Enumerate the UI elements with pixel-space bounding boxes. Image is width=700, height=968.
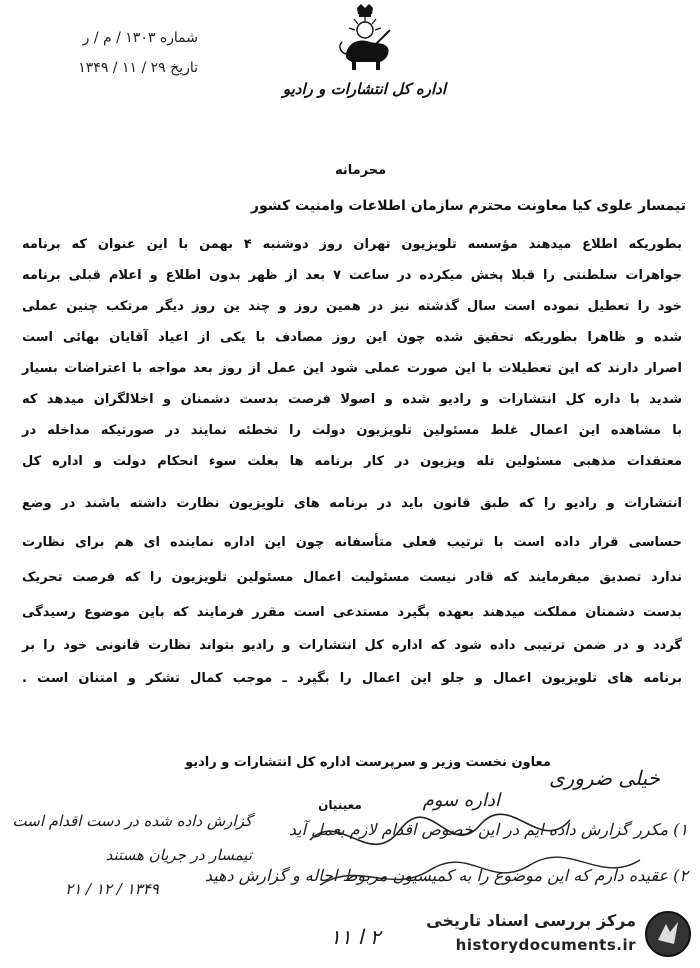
handwritten-instruction-1: ۱) مکرر گزارش داده ایم در این خصوص اقدام لازم بعمل آید — [288, 820, 688, 839]
handwritten-left-note-1: گزارش داده شده در دست اقدام است — [12, 812, 252, 830]
signer-title: معاون نخست وزیر و سرپرست اداره کل انتشارات و رادیو — [185, 755, 551, 770]
lion-and-sun-emblem-icon — [330, 2, 400, 74]
handwritten-left-date: ۲۱ / ۱۲ / ۱۳۴۹ — [65, 880, 159, 898]
handwritten-instruction-2: ۲) عقیده دارم که این موضوع را به کمیسیون مربوط احاله و گزارش دهید — [204, 866, 688, 885]
handwritten-department-note: اداره سوم — [422, 790, 500, 811]
signer-name: معینیان — [318, 798, 362, 812]
history-documents-logo-icon — [644, 910, 692, 958]
body-line: معتقدات مذهبی مسئولین تله ویزیون در کار برنامه ها بعلت سوء انحکام دولت و اداره کل — [22, 454, 682, 469]
body-line: خود را تعطیل نموده است سال گذشته نیز در همین روز و چند ین روز دیگر مرتکب چنین عملی — [22, 299, 682, 314]
body-line: گردد و در ضمن ترتیبی داده شود که اداره کل انتشارات و رادیو بتواند نظارت قانونی خود را بر — [22, 638, 682, 653]
body-line: جواهرات سلطنتی را قبلا پخش میکرده در ساعت ۷ بعد از ظهر بدون اطلاع و اعلام قبلی برنامه — [22, 268, 683, 283]
handwritten-urgent-note: خیلی ضروری — [548, 766, 660, 790]
archive-site-title: مرکز بررسی اسناد تاریخی — [426, 911, 636, 930]
body-line: انتشارات و رادیو را که طبق قانون باید در برنامه های تلویزیون نظارت داشته باشند در وضع — [22, 496, 682, 511]
body-line: با مشاهده این اعمال غلط مسئولین تلویزیون دولت را تخطئه نمایند در صورتیکه مداخله در — [22, 423, 682, 438]
body-line: اصرار دارند که این تعطیلات با این صورت عملی شود این عمل از روز بعد مواجه با اعتراضات بسیار — [22, 361, 682, 376]
body-line: برنامه های تلویزیون اعمال و جلو این اعمال را بگیرد ـ موجب کمال تشکر و امتنان است . — [22, 671, 682, 686]
date-label: تاریخ — [170, 60, 198, 76]
body-line: حساسی قرار داده است با ترتیب فعلی متأسفانه چون این اداره نماینده ای هم برای نظارت — [22, 535, 682, 550]
document-date — [18, 60, 198, 76]
office-title: اداره کل انتشارات و رادیو — [282, 80, 446, 98]
signature-scribble — [300, 800, 660, 900]
addressee-line: تیمسار علوی کیا معاونت محترم سازمان اطلاعات وامنیت کشور — [250, 198, 686, 214]
archive-site-url: historydocuments.ir — [455, 936, 636, 954]
body-line: بطوریکه اطلاع میدهند مؤسسه تلویزیون تهران روز دوشنبه ۴ بهمن با این عنوان که برنامه — [22, 237, 682, 252]
classification-label: محرمانه — [335, 163, 387, 178]
body-line: بدست دشمنان مملکت میدهند بعهده بگیرد مستدعی است مقرر فرمایند که باین موضوع رسیدگی — [22, 605, 682, 620]
date-value: ۲۹ / ۱۱ / ۱۳۴۹ — [78, 60, 166, 76]
body-line: ندارد تصدیق میفرمایند که قادر نیست مسئولیت اعمال مسئولین تلویزیون را که فرصت تحریک — [22, 570, 682, 585]
body-line: شدید با داره کل انتشارات و رادیو شده و اصولا فرصت بدست دشمنان و اخلالگران میدهد که — [22, 392, 682, 407]
body-line: شده و ظاهرا بطوریکه تحقیق شده چون این روز مصادف با یکی از اعیاد آقایان بهائی است — [22, 330, 682, 345]
handwritten-bottom-number: ۲ ا ۱۱ — [330, 925, 381, 949]
number-label: شماره — [159, 30, 198, 46]
document-number — [18, 30, 198, 46]
number-value: ۱۳۰۳ / م / ر — [82, 30, 156, 46]
handwritten-left-note-2: تیمسار در جریان هستند — [105, 846, 252, 864]
